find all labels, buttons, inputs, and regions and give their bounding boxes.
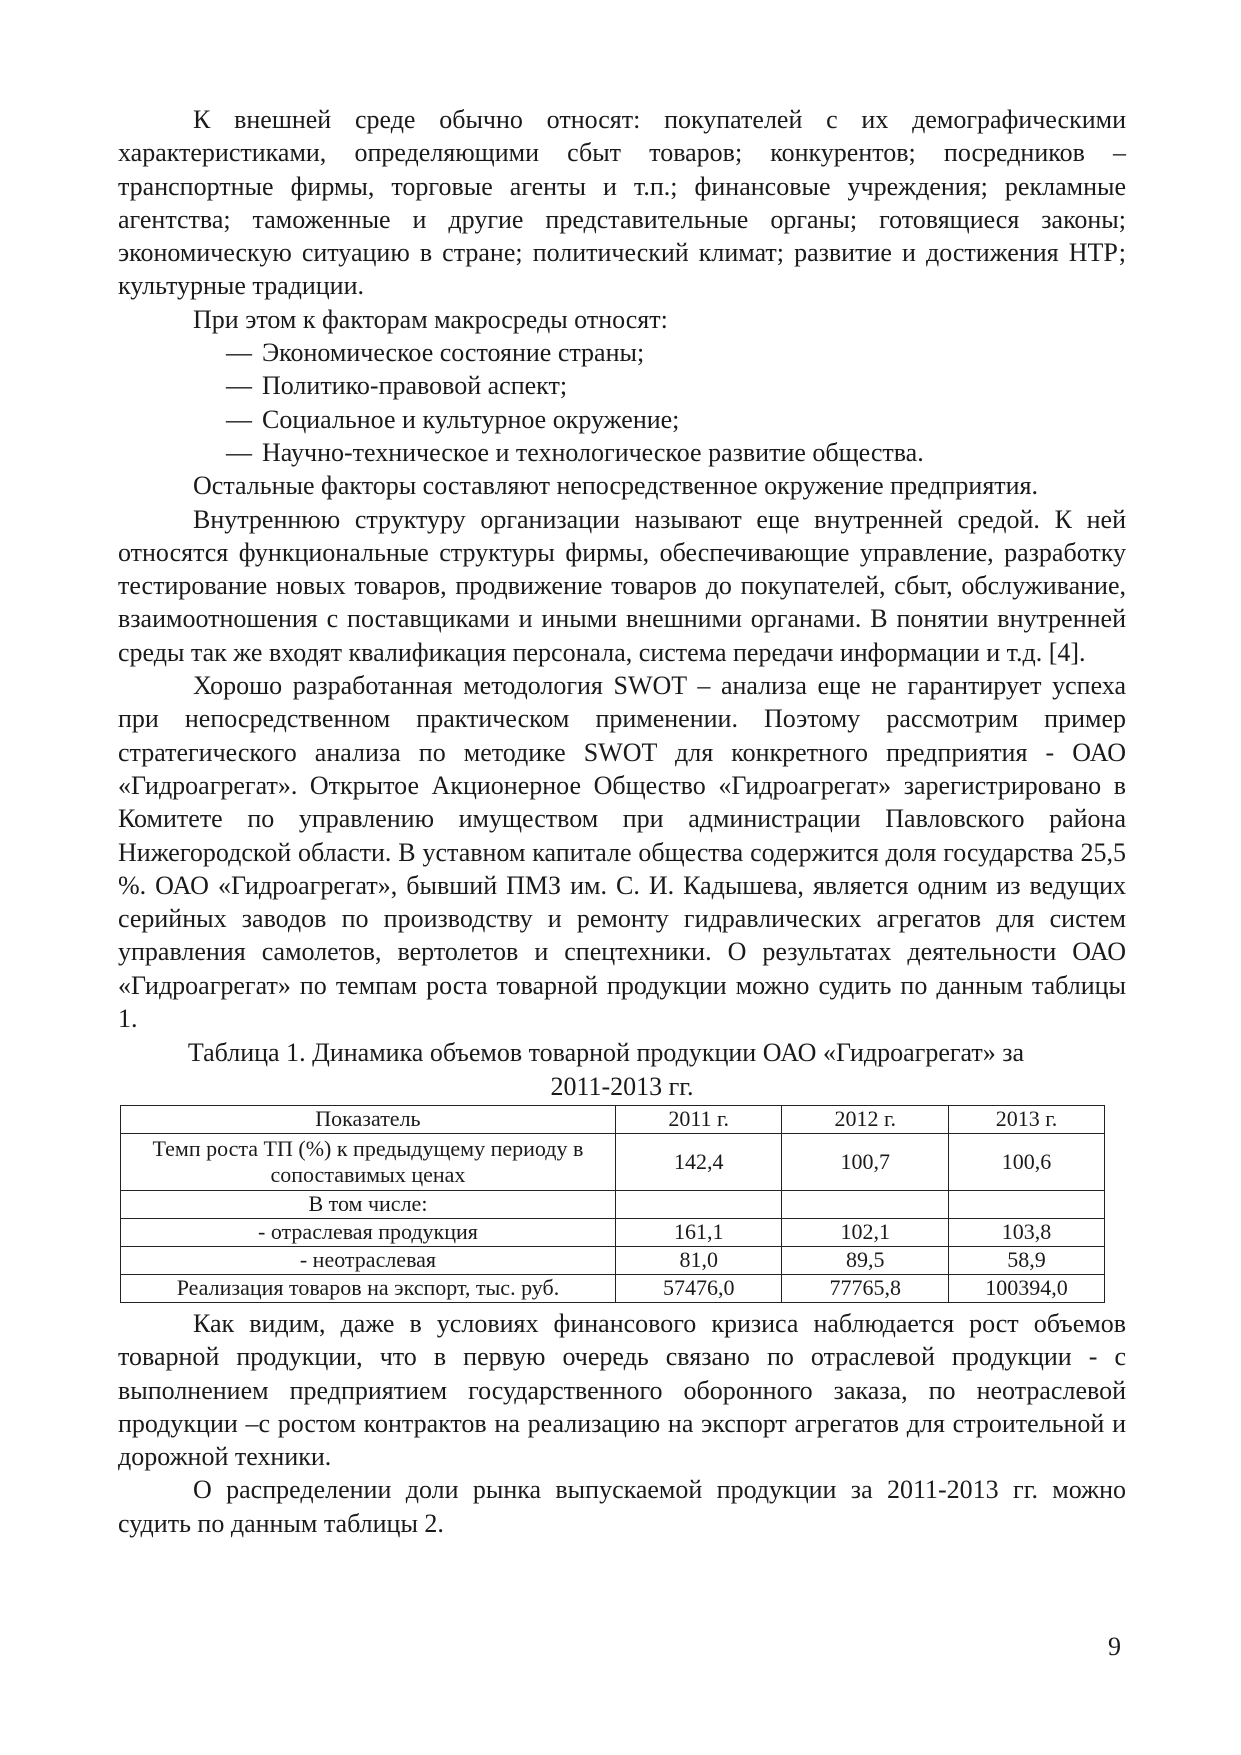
table-row — [121, 1274, 1105, 1302]
page-content — [118, 103, 1126, 1540]
table-header-row — [121, 1105, 1105, 1133]
table-cell: 58,9 — [949, 1246, 1105, 1274]
paragraph-crisis-growth: Как видим, даже в условиях финансового кризиса наблюдается рост объемов товарной продукции, что в первую очередь связано по отраслевой продукции - с выполнением предприятием государственного оборонного заказа, по неотраслевой продукции –с ростом контрактов на реализацию на экспорт агрегатов для строительной и дорожной техники. — [118, 1308, 1126, 1472]
table-cell: 100,6 — [949, 1133, 1105, 1190]
table-cell: 161,1 — [615, 1218, 782, 1246]
page-number: 9 — [1108, 1632, 1121, 1661]
table-header-cell: 2012 г. — [782, 1105, 949, 1133]
table-cell: Темп роста ТП (%) к предыдущему периоду в сопоставимых ценах — [121, 1133, 616, 1190]
list-item-text: Политико-правовой аспект; — [262, 371, 568, 401]
table-header-cell: Показатель — [121, 1105, 616, 1133]
table-row — [121, 1190, 1105, 1218]
paragraph-external-environment: К внешней среде обычно относят: покупателей с их демографическими характеристиками, определяющими сбыт товаров; конкурентов; посредников – транспортные фирмы, торговые агенты и т.п.; финансовые учреждения; рекламные агентства; таможенные и другие представительные органы; готовящиеся законы; экономическую ситуацию в стране; политический климат; развитие и достижения НТР; культурные традиции. — [118, 105, 1126, 301]
table-row — [121, 1218, 1105, 1246]
macro-factors-list — [118, 336, 1126, 469]
table-cell — [615, 1190, 782, 1218]
list-item-text: Социальное и культурное окружение; — [262, 404, 680, 434]
table-cell: 100,7 — [782, 1133, 949, 1190]
table-cell: 57476,0 — [615, 1274, 782, 1302]
paragraph-internal-environment: Внутреннюю структуру организации называют еще внутренней средой. К ней относятся функциональные структуры фирмы, обеспечивающие управление, разработку тестирование новых товаров, продвижение товаров до покупателей, сбыт, обслуживание, взаимоотношения с поставщиками и иными внешними органами. В понятии внутренней среды так же входят квалификация персонала, система передачи информации и т.д. [4]. — [118, 504, 1126, 667]
table-caption-line2: 2011-2013 гг. — [550, 1071, 694, 1101]
paragraph-swot-analysis: Хорошо разработанная методология SWOT – анализа еще не гарантирует успеха при непосредственном практическом применении. Поэтому рассмотрим пример стратегического анализа по методике SWOT для конкретного предприятия - ОАО «Гидроагрегат». Открытое Акционерное Общество «Гидроагрегат» зарегистрировано в Комитете по управлению имуществом при администрации Павловского района Нижегородской области. В уставном капитале общества содержится доля государства 25,5 %. ОАО «Гидроагрегат», бывший ПМЗ им. С. И. Кадышева, является одним из ведущих серийных заводов по производству и ремонту гидравлических агрегатов для систем управления самолетов, вертолетов и спецтехники. О результатах деятельности ОАО «Гидроагрегат» по темпам роста товарной продукции можно судить по данным таблицы 1. — [118, 671, 1126, 1034]
dash-marker: — — [226, 404, 252, 434]
paragraph-market-share: О распределении доли рынка выпускаемой продукции за 2011-2013 гг. можно судить по данным таблицы 2. — [118, 1475, 1126, 1538]
table-cell: 81,0 — [615, 1246, 782, 1274]
table-header-cell: 2013 г. — [949, 1105, 1105, 1133]
list-item — [226, 436, 1126, 469]
table-row — [121, 1133, 1105, 1190]
list-item-text: Экономическое состояние страны; — [262, 338, 645, 368]
table-cell: В том числе: — [121, 1190, 616, 1218]
table-cell: 142,4 — [615, 1133, 782, 1190]
paragraph-other-factors: Остальные факторы составляют непосредственное окружение предприятия. — [193, 471, 1039, 501]
list-item-text: Научно-техническое и технологическое развитие общества. — [262, 437, 924, 467]
table-cell — [782, 1190, 949, 1218]
table-cell: 77765,8 — [782, 1274, 949, 1302]
table-row — [121, 1246, 1105, 1274]
table-cell: 102,1 — [782, 1218, 949, 1246]
list-item — [226, 336, 1126, 369]
table-cell: 89,5 — [782, 1246, 949, 1274]
dash-marker: — — [226, 371, 252, 401]
dash-marker: — — [226, 437, 252, 467]
table-cell: - отраслевая продукция — [121, 1218, 616, 1246]
table-cell — [949, 1190, 1105, 1218]
table-caption-line1: Таблица 1. Динамика объемов товарной продукции ОАО «Гидроагрегат» за — [187, 1038, 1025, 1068]
table-cell: - неотраслевая — [121, 1246, 616, 1274]
dash-marker: — — [226, 338, 252, 368]
table-cell: 103,8 — [949, 1218, 1105, 1246]
table-cell: 100394,0 — [949, 1274, 1105, 1302]
table-caption — [118, 1036, 1126, 1103]
paragraph-macro-factors-intro: При этом к факторам макросреды относят: — [193, 304, 668, 334]
list-item — [226, 369, 1126, 402]
table-header-cell: 2011 г. — [615, 1105, 782, 1133]
table-cell: Реализация товаров на экспорт, тыс. руб. — [121, 1274, 616, 1302]
product-dynamics-table — [120, 1105, 1105, 1303]
list-item — [226, 403, 1126, 436]
